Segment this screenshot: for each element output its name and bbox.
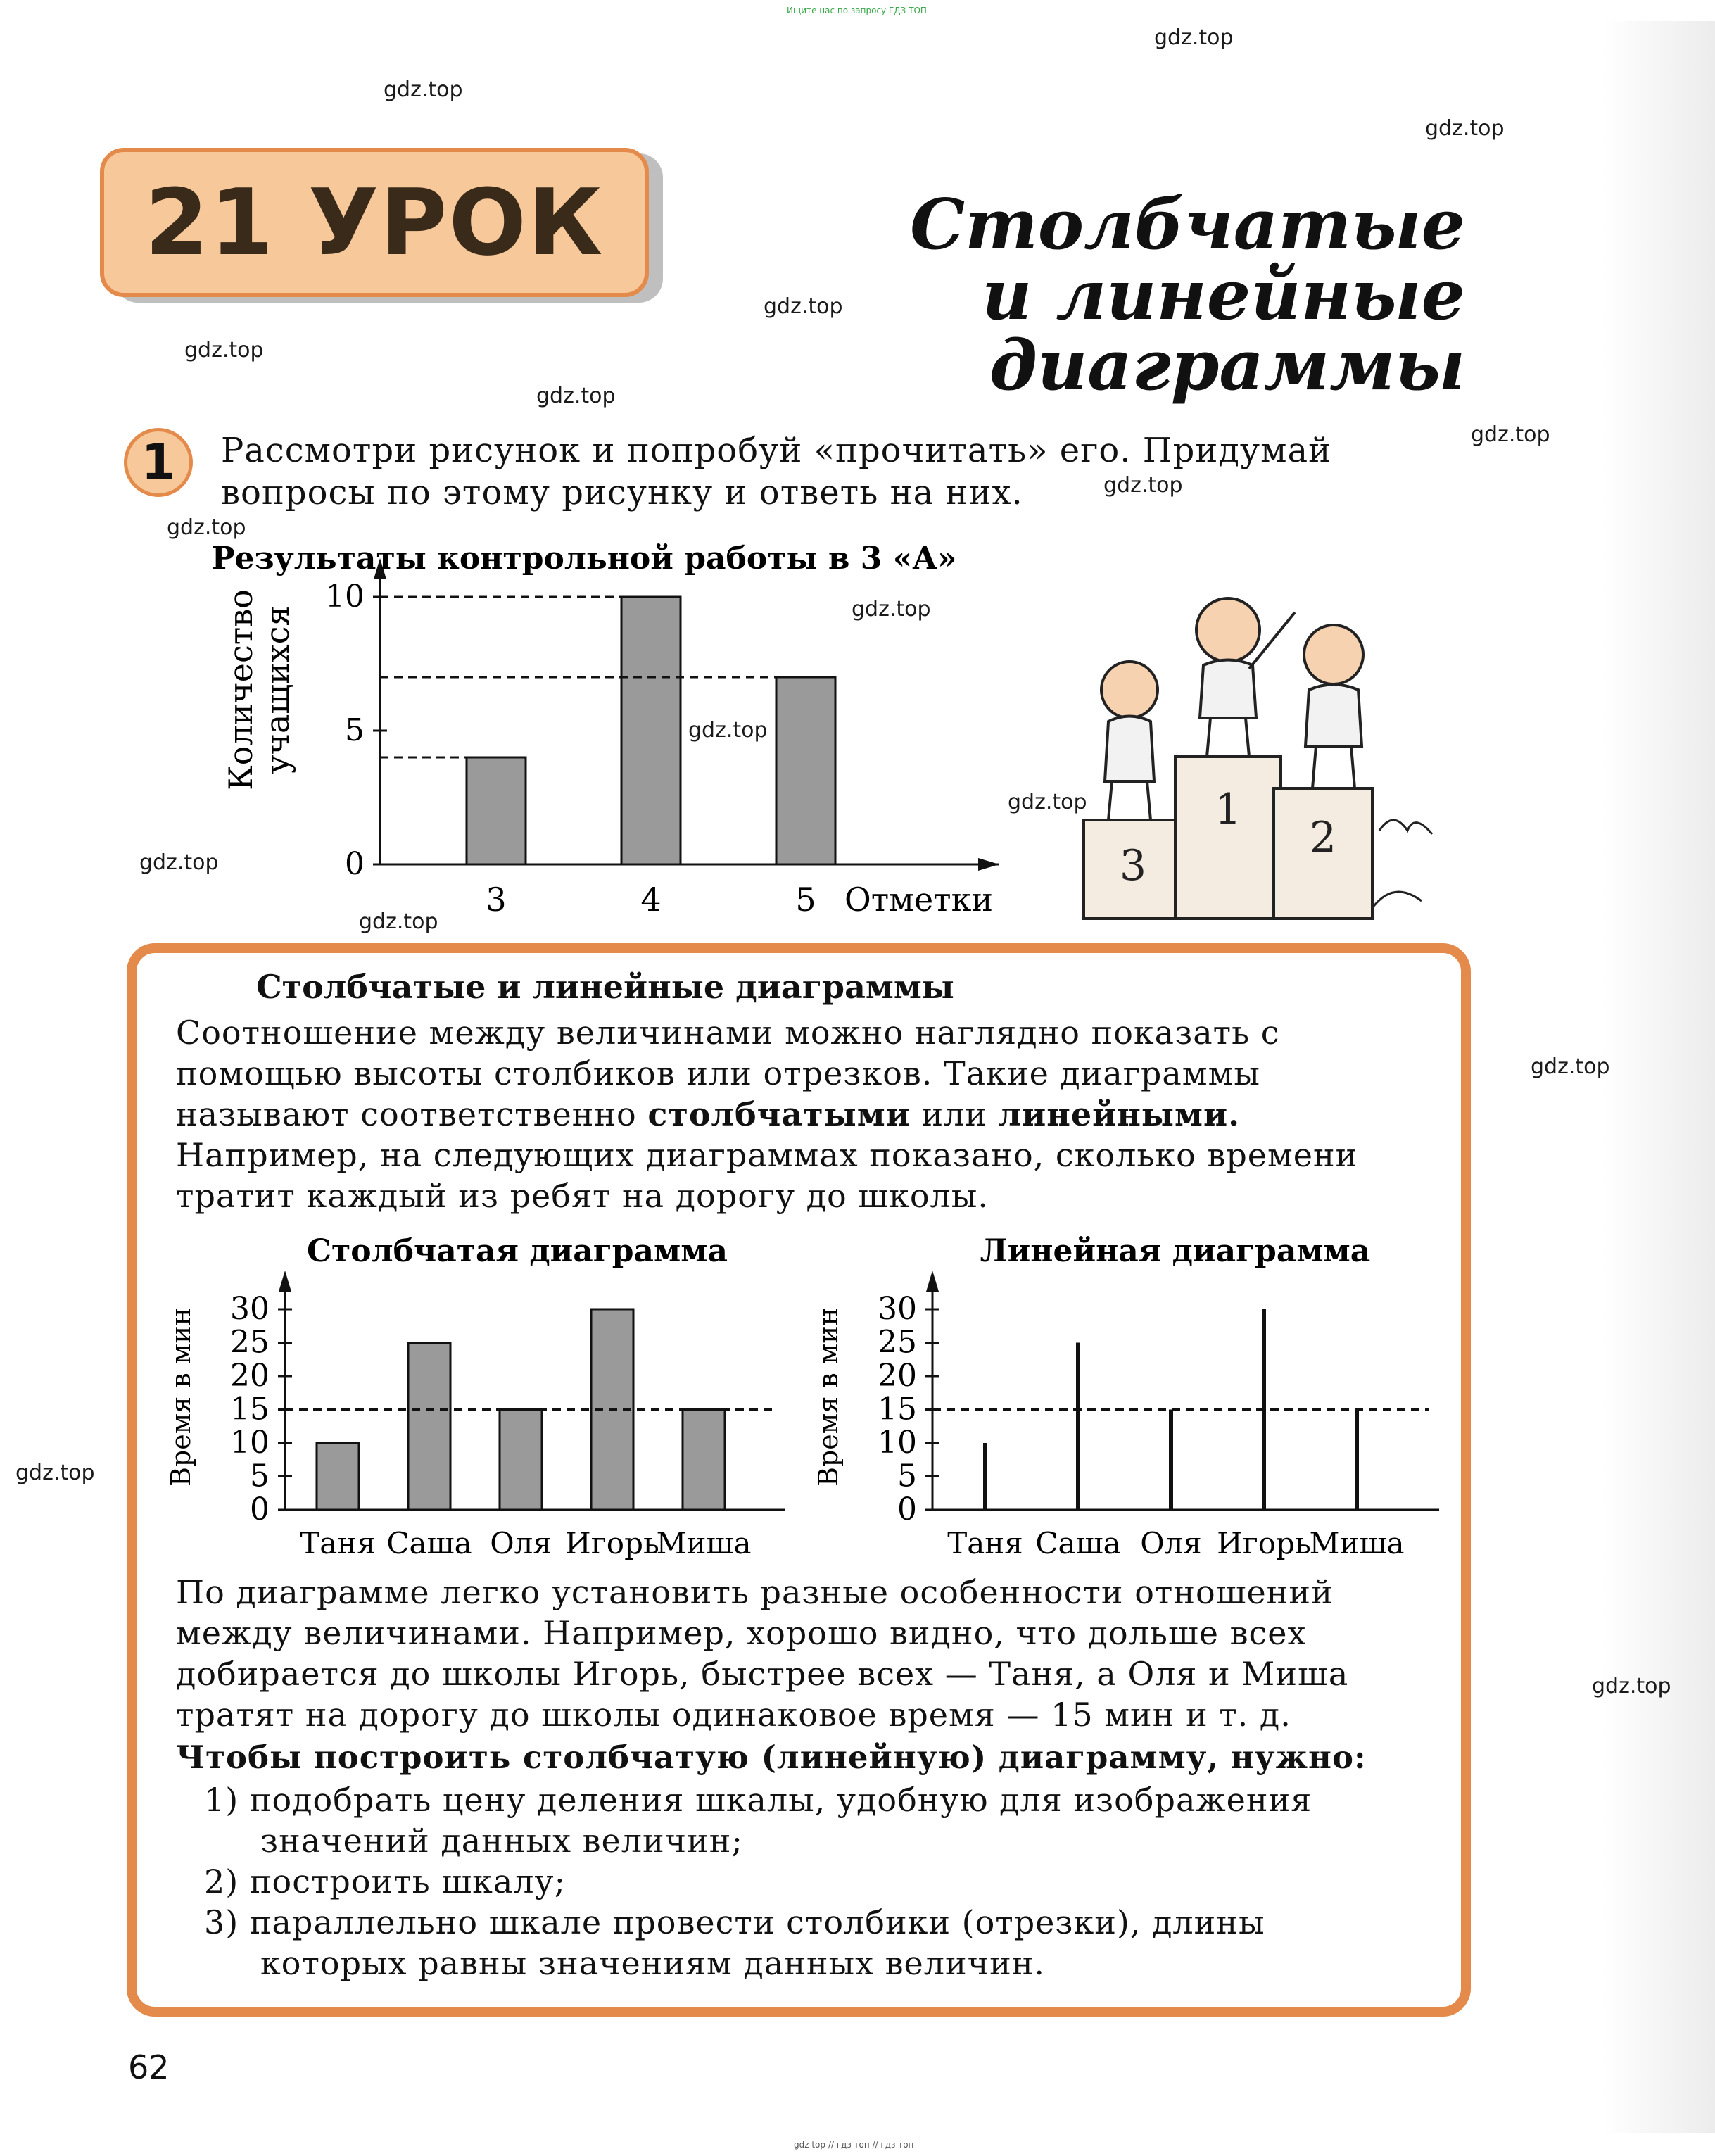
podium-place-2: 2 — [1309, 813, 1337, 862]
step-1-cont: значений данных величин; — [260, 1822, 743, 1860]
x-category-label: Миша — [1309, 1526, 1405, 1561]
step-3-cont: которых равны значениям данных величин. — [260, 1944, 1046, 1982]
y-tick-label: 10 — [230, 1425, 270, 1461]
y-tick-label: 20 — [878, 1358, 917, 1394]
y-axis-label: Время в мин — [165, 1307, 196, 1487]
y-tick-label: 10 — [878, 1425, 917, 1461]
y-tick-label: 0 — [250, 1492, 270, 1527]
diagram-bar — [776, 677, 835, 864]
watermark: gdz.top — [852, 597, 931, 622]
y-tick-label: 30 — [878, 1291, 917, 1327]
watermark: gdz.top — [1103, 473, 1183, 498]
x-category-label: Саша — [1035, 1526, 1121, 1561]
podium-place-1: 1 — [1214, 785, 1242, 834]
y-axis-label: учащихся — [258, 605, 296, 774]
diagram-bar — [467, 757, 526, 864]
podium-illustration — [1070, 577, 1436, 922]
watermark: gdz.top — [1154, 25, 1234, 50]
task-text-line1: Рассмотри рисунок и попробуй «прочитать» его. Придумай — [221, 431, 1332, 470]
x-category-label: Игорь — [565, 1526, 659, 1561]
watermark: gdz.top — [764, 294, 843, 319]
watermark: gdz.top — [1425, 116, 1505, 141]
page-title-line3: диаграммы — [989, 325, 1465, 406]
step-2: 2) построить шкалу; — [204, 1862, 567, 1900]
x-axis-label: Отметки — [844, 881, 994, 919]
x-category-label: Саша — [386, 1526, 472, 1561]
top-note: Ищите нас по запросу ГДЗ ТОП — [787, 6, 927, 15]
watermark: gdz.top — [184, 338, 264, 363]
lesson-label: 21 УРОК — [144, 169, 605, 276]
y-tick-label: 0 — [345, 846, 365, 882]
rule-text-line: тратит каждый из ребят на дорогу до школы. — [176, 1177, 989, 1215]
y-axis-arrow — [926, 1271, 939, 1292]
podium-place-3: 3 — [1119, 841, 1147, 890]
rule-text-line: помощью высоты столбиков или отрезков. Такие диаграммы — [176, 1054, 1260, 1092]
diagram-bar — [500, 1410, 542, 1511]
rule-text-line: тратят на дорогу до школы одинаковое время — 15 мин и т. д. — [176, 1696, 1291, 1734]
y-tick-label: 15 — [230, 1391, 270, 1427]
watermark: gdz.top — [688, 718, 768, 743]
watermark: gdz.top — [359, 909, 438, 934]
x-category-label: Оля — [490, 1526, 552, 1561]
step-3: 3) параллельно шкале провести столбики (отрезки), длины — [204, 1903, 1265, 1941]
rule-text-line: между величинами. Например, хорошо видно, что дольше всех — [176, 1614, 1307, 1652]
rule-text-line: Например, на следующих диаграммах показано, сколько времени — [176, 1136, 1358, 1174]
x-category-label: Игорь — [1217, 1526, 1311, 1561]
y-tick-label: 15 — [878, 1391, 917, 1427]
line-diagram-chart — [809, 1225, 1457, 1563]
task-number-badge — [124, 428, 193, 497]
diagram-bar — [621, 597, 681, 864]
chart-title: Результаты контрольной работы в 3 «А» — [211, 541, 957, 576]
page-edge-shadow — [1602, 21, 1715, 2133]
y-tick-label: 25 — [230, 1324, 270, 1361]
watermark: gdz.top — [15, 1461, 95, 1485]
rule-heading: Столбчатые и линейные диаграммы — [256, 968, 954, 1006]
y-tick-label: 20 — [230, 1358, 270, 1394]
page-number: 62 — [128, 2048, 170, 2086]
x-category-label: Таня — [947, 1526, 1023, 1561]
y-tick-label: 5 — [250, 1458, 270, 1494]
watermark: gdz.top — [1531, 1054, 1610, 1079]
y-tick-label: 0 — [897, 1492, 917, 1527]
watermark: gdz.top — [1592, 1674, 1671, 1698]
y-tick-label: 25 — [878, 1324, 917, 1361]
watermark: gdz.top — [1008, 790, 1087, 814]
y-tick-label: 5 — [345, 712, 365, 748]
y-tick-label: 10 — [325, 579, 365, 614]
step-1: 1) подобрать цену деления шкалы, удобную для изображения — [204, 1781, 1312, 1819]
term-line: линейными. — [998, 1095, 1241, 1133]
y-axis-label: Время в мин — [813, 1307, 844, 1487]
watermark: gdz.top — [384, 77, 463, 102]
steps-heading: Чтобы построить столбчатую (линейную) диаграмму, нужно: — [176, 1739, 1367, 1776]
x-category-label: Миша — [656, 1526, 752, 1561]
page-title-line2: и линейные — [982, 255, 1465, 336]
bottom-note: gdz top // гдз топ // гдз топ — [794, 2140, 914, 2150]
y-tick-label: 5 — [897, 1458, 917, 1494]
rule-text-line: добирается до школы Игорь, быстрее всех — Таня, а Оля и Миша — [176, 1655, 1349, 1693]
task-text-line2: вопросы по этому рисунку и ответь на них. — [221, 473, 1023, 512]
y-axis-arrow — [279, 1271, 291, 1292]
chart-title: Столбчатая диаграмма — [307, 1233, 728, 1269]
diagram-bar — [683, 1410, 725, 1511]
lesson-badge — [100, 148, 649, 297]
x-axis-arrow — [978, 858, 999, 871]
watermark: gdz.top — [536, 384, 616, 408]
x-category-label: Таня — [300, 1526, 376, 1561]
term-bar: столбчатыми — [647, 1095, 911, 1133]
watermark: gdz.top — [139, 850, 219, 875]
x-category-label: 5 — [795, 881, 816, 919]
task-number: 1 — [141, 434, 176, 491]
rule-text-fragment: называют соответственно — [176, 1095, 648, 1133]
rule-text-fragment: или — [910, 1095, 999, 1133]
y-tick-label: 30 — [230, 1291, 270, 1327]
watermark: gdz.top — [167, 515, 246, 540]
rule-text-line: Соотношение между величинами можно наглядно показать с — [176, 1014, 1280, 1052]
test-results-chart — [211, 528, 1027, 922]
watermark: gdz.top — [1471, 422, 1550, 447]
chart-title: Линейная диаграмма — [980, 1233, 1371, 1269]
bar-diagram-chart — [162, 1225, 795, 1563]
y-axis-label: Количество — [222, 589, 260, 790]
x-category-label: 4 — [640, 881, 662, 919]
diagram-bar — [317, 1443, 359, 1510]
page-title-line1: Столбчатые — [910, 184, 1465, 265]
rule-text-line — [176, 1095, 1240, 1133]
x-category-label: Оля — [1140, 1526, 1202, 1561]
diagram-bar — [408, 1343, 450, 1511]
rule-text-line: По диаграмме легко установить разные особенности отношений — [176, 1573, 1334, 1611]
x-category-label: 3 — [486, 881, 507, 919]
